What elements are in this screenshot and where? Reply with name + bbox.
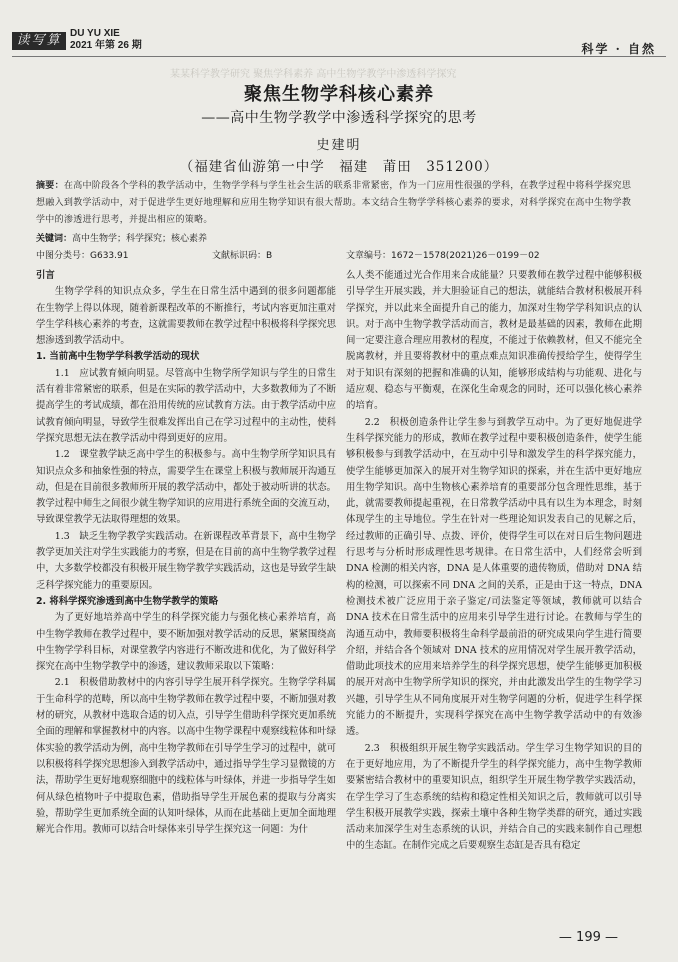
- article-subtitle: ——高中生物学教学中渗透科学探究的思考: [201, 110, 477, 126]
- page-number: — 199 —: [558, 930, 618, 945]
- paragraph: 么人类不能通过光合作用来合成能量？只要教师在教学过程中能够积极引导学生开展实践，并大胆验证自己的想法，就能结合教材积极展开科学探究，并以此来全面提升自己的能力，加深对生物学学科知识点的认识。对于高中生物学教学活动而言，教材是最基础的因素，教师在此期间一定要注意合理应用教材的程度，不能过于依赖教材，但又不能完全脱离教材，并且要将教材中的重点难点知识准确传授给学生，使得学生对于知识有深刻的把握和准确的认知，能够形成结构与功能观、进化与适应观、稳态与平衡观，在深化生命观念的同时，还可以强化核心素养的培育。: [346, 270, 642, 412]
- paragraph: 1.3 缺乏生物学教学实践活动。在新课程改革背景下，高中生物学教学更加关注对学生实践能力的考察，但是在目前的高中生物学教学过程中，大多数学校都没有积极开展生物学教学实践活动，这也是导致学生缺乏科学探究能力的重要原因。: [36, 530, 337, 591]
- abstract-label: 摘要：: [36, 181, 64, 191]
- abstract-text: 在高中阶段各个学科的教学活动中，生物学学科与学生社会生活的联系非常紧密，作为一门应用性很强的学科，在教学过程中将科学探究思想融入到教学活动中，对于促进学生更好地理解和应用生物学知识有很大帮助。本文结合生物学学科核心素养的要求，对科学探究在高中生物学教学中的渗透进行思考，并提出相应的策略。: [36, 181, 632, 225]
- paragraph: 1.2 课堂教学缺乏高中学生的积极参与。高中生物学所学知识具有知识点众多和抽象性强的特点，需要学生在课堂上积极与教师展开沟通互动，但是在目前很多教师所开展的教学活动中，都处于被动听讲的状态。教学过程中师生之间很少就生物学知识的应用进行系统全面的交流互动，导致课堂教学无法取得理想的效果。: [36, 449, 337, 526]
- issue-info: [70, 28, 142, 52]
- section-heading: 引言: [36, 270, 55, 281]
- section-tag: 科学 · 自然: [581, 42, 656, 56]
- header-divider: [12, 56, 666, 57]
- bleed-through-text: 某某科学教学研究 聚焦学科素养 高中生物学教学中渗透科学探究: [170, 69, 457, 80]
- document-code: 文献标识码：B: [212, 251, 273, 261]
- article-title: 聚焦生物学科核心素养: [244, 84, 434, 105]
- masthead-logo: 读写算: [12, 32, 66, 50]
- author-name: 史建明: [316, 138, 362, 153]
- clc-number: 中图分类号：G633.91: [36, 251, 129, 261]
- paragraph: 为了更好地培养高中学生的科学探究能力与强化核心素养培育，高中生物学教师在教学过程中，要不断加强对教学活动的反思，紧紧围绕高中生物学学科目标，对课堂教学内容进行不断改进和优化，为了做好科学探究在高中生物学教学中的渗透，建议教师采取以下策略：: [36, 612, 337, 673]
- paragraph: 1.1 应试教育倾向明显。尽管高中生物学所学知识与学生的日常生活有着非常紧密的联系，但是在实际的教学活动中，大多数教师为了不断提高学生的考试成绩，都在沿用传统的应试教育方法。由于教学活动中应试教育倾向明显，导致学生很难发挥出自己在学习过程中的主动性，使科学探究思想无法在教学活动中得到更好的应用。: [36, 367, 337, 444]
- journal-pinyin: DU YU XIE: [70, 28, 120, 39]
- section-heading: 1. 当前高中生物学学科教学活动的现状: [36, 351, 200, 363]
- paragraph: 2.3 积极组织开展生物学实践活动。学生学习生物学知识的目的在于更好地应用，为了不断提升学生的科学探究能力，高中生物学教师要紧密结合教材中的重要知识点，组织学生开展生物学教学实践活动，在学生学习了生态系统的结构和稳定性相关知识之后，教师就可以引导学生积极开展教学实践，探索土壤中各种生物学类群的研究，通过实践活动来加深学生对生态系统的认识，并结合自己的实践来制作自己理想中的生态缸。在制作完成之后要观察生态缸是否具有稳定: [346, 742, 642, 852]
- keywords-text: 高中生物学；科学探究；核心素养: [72, 234, 208, 244]
- left-column: [36, 268, 336, 838]
- article-number: 文章编号：1672－1578(2021)26－0199－02: [346, 251, 540, 261]
- paragraph: 生物学学科的知识点众多，学生在日常生活中遇到的很多问题都能在生物学上得以体现，随着新课程改革的不断推行，考试内容更加注重对学生学科核心素养的考查，这就需要教师在教学过程中积极将科学探究思想渗透到教学活动中。: [36, 286, 337, 347]
- author-affiliation: （福建省仙游第一中学 福建 莆田 351200）: [179, 159, 499, 175]
- keywords-label: 关键词：: [36, 234, 73, 244]
- paragraph: 2.1 积极借助教材中的内容引导学生展开科学探究。生物学学科属于生命科学的范畴，所以高中生物学教师在教学过程中要，不断加强对教材的研究，从教材中选取合适的切入点，引导学生借助科学探究更加系统全面的理解和掌握教材中的内容。以高中生物学课程中观察线粒体和叶绿体实验的教学活动为例，高中生物学教师在引导学生学习的过程中，就可以积极将科学探究思想渗入到教学活动中，通过指导学生学习显微镜的方法，帮助学生更好地观察细胞中的线粒体与叶绿体，并进一步指导学生如何从绿色植物叶子中提取色素，借助指导学生开展色素的提取与分离实验，帮助学生更加系统全面的认知叶绿体，从而在此基础上更加全面地理解光合作用。教师可以结合叶绿体来引导学生探究这一问题：为什: [36, 677, 337, 836]
- paragraph: 2.2 积极创造条件让学生参与到教学互动中。为了更好地促进学生科学探究能力的形成，教师在教学过程中要积极创造条件，使学生能够积极参与到教学活动中，在互动中引导和激发学生的科学探究能力，使学生能够更加深入的展开对生物学知识的探索，并在生活中更好地应用生物学知识。高中生物核心素养培育的重要部分包含理性思维，基于此，就需要教师提起重视，在日常教学活动中具有以生为本理念，时刻体现学生的主导地位。学生在针对一些理论知识发表自己的见解之后，经过教师的正确引导、点拨、评价，使得学生可以在对日后生物问题进行思考与分析时形成理性思考规律。在日常生活中，人们经常会听到 DNA 检测的相关内容，DNA 是人体重要的遗传物质，借助对 DNA 结构的检测，可以探索不同 DNA 之间的关系，正是由于这一特点，DNA 检测技术被广泛应用于亲子鉴定/司法鉴定等领域，教师就可以结合 DNA 技术在日常生活中的应用来引导学生进行讨论。在教师与学生的沟通互动中，教师要积极将生命科学最前沿的研究成果向学生进行简要介绍，并结合各个领域对 DNA 技术的应用情况对学生展开教学活动，借助此项技术的应用来培养学生的科学探究思想，使学生能够更加积极的展开对高中生物学所学知识的探究，并由此激发出学生的生物学学习兴趣，引导学生从不同角度展开对生物学问题的分析，促进学生科学探究能力的不断提升，实现科学探究在高中生物学教学活动中的有效渗透。: [346, 416, 642, 738]
- keywords: [36, 232, 640, 246]
- right-column: [346, 268, 642, 855]
- section-heading: 2. 将科学探究渗透到高中生物学教学的策略: [36, 595, 219, 607]
- issue-number: 2021 年第 26 期: [70, 40, 142, 51]
- abstract: [36, 178, 640, 229]
